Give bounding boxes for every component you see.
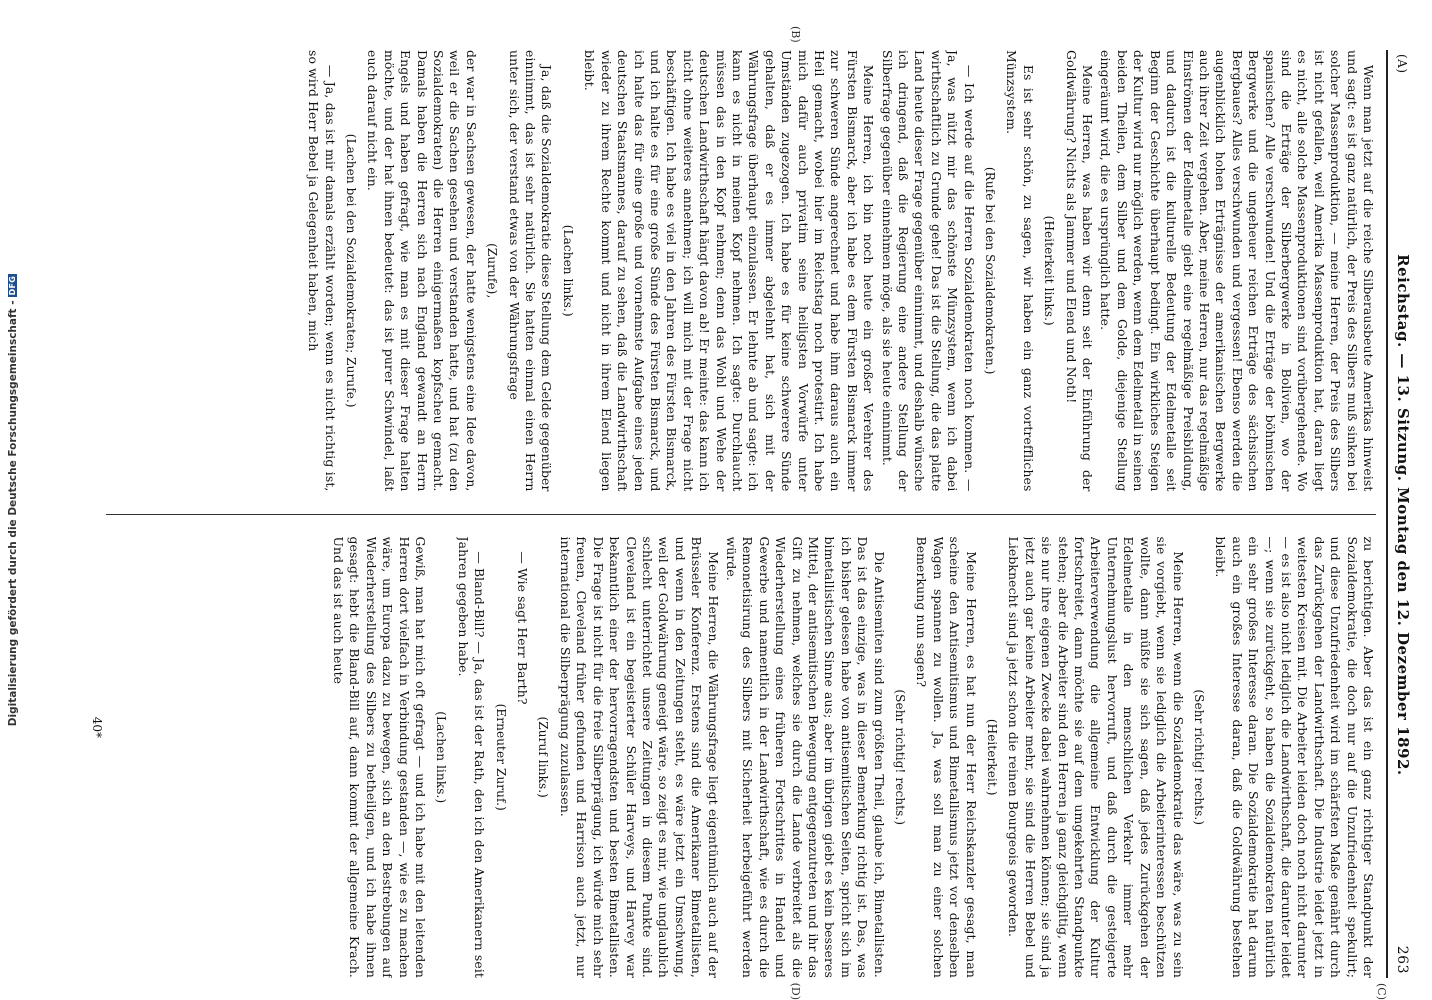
scanned-page (84, 26, 1422, 1000)
parliamentary-note: (Rufe bei den Sozialdemokraten.) (983, 166, 998, 375)
parliamentary-note: (Zurufe), (485, 243, 500, 299)
page-number: 263 (1394, 945, 1410, 974)
paragraph: der war in Sachsen gewesen, der hatte wenigstens eine Idee davon, weil er die Sachen gesehen und verstanden hatte, und hat (zu den Sozialdemokraten) die Herren einigermaßen kopfscheu gemacht. Damals haben die Herren sich nach England gewandt an Herrn Engels und haben gefragt, wie man es mit dieser Frage halten möchte, und der hat ihnen bedeutet: das ist purer Schwindel, laßt euch darauf nicht ein. (365, 50, 479, 492)
parliamentary-note: (Sehr richtig! rechts.) (893, 689, 908, 826)
margin-marker-d: (D) (789, 982, 802, 1000)
margin-marker-b: (B) (789, 26, 802, 43)
paragraph: Ja, daß die Sozialdemokratie diese Stellung dem Gelde gegenüber einnimmt, das ist sehr natürlich. Sie hatten einmal einen Herrn unter sich, der verstand etwas von der Währungsfrage (506, 50, 555, 492)
paragraph: Gewiß, man hat mich oft gefragt — und ich habe mit den leitenden Herren dort vielfach in Verbindung gestanden —, wie es zu machen wäre, um Europa dazu zu bewegen, sich an den Bestrebungen auf Wiederherstellung des Silbers zu betheiligen, und ich habe ihnen gesagt: hebt die Bland-Bill auf, dann kommt der allgemeine Krach. Und das ist auch heute (331, 536, 429, 978)
paragraph: — Ja, das ist mir damals erzählt worden; wenn es nicht richtig ist, so wird Herr Bebel ja Gelegenheit haben, mich (306, 50, 338, 492)
paragraph: Meine Herren, es hat nun der Herr Reichskanzler gesagt, man scheine den Antisemitismus und Bimetallismus jetzt vor denselben Wagen spannen zu wollen. Ja, was soll man zu einer solchen Bemerkung nun sagen? (914, 536, 979, 978)
column-divider (106, 514, 1376, 515)
paragraph: — Ich werde auf die Herren Sozialdemokraten noch kommen. — Ja, was nützt mir das schönste Münzsystem, wenn ich dabei wirthschaftlich zu Grunde gehe! Das ist die Stellung, die das platte Land heute dieser Frage gegenüber einnimmt, und deshalb wünsche ich dringend, daß die Regierung eine andere Stellung der Silberfrage gegenüber einnehmen möge, als sie heute einnimmt. (879, 50, 977, 492)
paragraph: Meine Herren, wenn die Sozialdemokratie das wäre, was zu sein sie vorgiebt, wenn sie lediglich die Arbeiterinteressen beschützen wollte, dann müßte sie sich sagen, daß jedes Zurückgehen der Edelmetalle in den menschlichen Verkehr immer mehr Unternehmungslust hervorruft, und daß durch die gesteigerte Arbeiterverwendung die allgemeine Entwicklung der Kultur fortschreitet, dann möchte sie auf dem umgekehrten Standpunkte stehen; aber die Arbeiter sind den Herren ja ganz gleichgiltig, wenn sie nur ihre eigenen Zwecke dabei wahrnehmen können; sie sind ja jetzt auch gar keine Arbeiter mehr, sie sind die Herren Bebel und Liebknecht sind ja jetzt schon die reinen Bourgeois geworden. (1006, 536, 1186, 978)
rotated-page-content (90, 26, 1412, 1000)
column-right (106, 537, 1376, 979)
margin-marker-a: (A) (1395, 54, 1409, 74)
parliamentary-note: (Heiterkeit links.) (1042, 215, 1057, 326)
paragraph: — Wie sagt Herr Barth? (515, 551, 531, 705)
paragraph: Die Antisemiten sind zum größten Theil, glaube ich, Bimetallisten. Das ist das einzige, was in dieser Bemerkung richtig ist. Das, was ich bisher gelesen habe von antisemitischen Seiten, spricht sich im bimetallistischen Sinne aus; aber im übrigen giebt es kein besseres Mittel, der antisemitischen Bewegung entgegenzutreten und ihr das Gift zu nehmen, welches sie durch die Lande verbreitet als die Wiederherstellung eines früheren Fortschrittes in Handel und Gewerbe und namentlich in der Landwirthschaft, wie es durch die Remonetisirung des Silbers mit Sicherheit herbeigeführt werden würde. (723, 536, 887, 978)
text-columns (106, 50, 1386, 978)
page-header (1386, 50, 1412, 978)
parliamentary-note: (Zuruf links.) (536, 716, 551, 798)
paragraph: Meine Herren, was haben wir denn seit der Einführung der Goldwährung? Nichts als Jammer und Elend und Noth! (1063, 50, 1096, 492)
credit-text: Digitalisierung gefördert durch die Deutsche Forschungsgemeinschaft - (7, 300, 19, 727)
margin-marker-c: (C) (1375, 983, 1388, 1000)
column-left (106, 50, 1376, 492)
paragraph: zu berichtigen. Aber das ist ein ganz richtiger Standpunkt der Sozialdemokratie, die doch nur auf die Unzufriedenheit spekulirt; und diese Unzufriedenheit wird im schärfsten Maße genährt durch das Zurückgehen der Landwirthschaft. Die Industrie leidet jetzt in weitesten Kreisen mit. Die Arbeiter leiden doch noch nicht darunter — es ist also nicht lediglich die Landwirthschaft, die darunter leidet —; wenn sie zurückgeht, so haben die Sozialdemokraten natürlich ein sehr großes Interesse daran. Die Sozialdemokratie hat darum auch ein großes Interesse daran, daß die Goldwährung bestehen bleibt. (1213, 536, 1376, 978)
dfg-logo: DFG (8, 275, 17, 296)
paragraph: — Bland-Bill? — Ja, das ist der Rath, den ich den Amerikanern seit Jahren gegeben habe. (455, 536, 488, 978)
parliamentary-note: (Lachen links.) (560, 224, 575, 317)
parliamentary-note: (Heiterkeit.) (985, 718, 1000, 796)
parliamentary-note: (Lachen bei den Sozialdemokraten; Zurufe.) (344, 133, 359, 408)
paragraph: Meine Herren, ich bin noch heute ein großer Verehrer des Fürsten Bismarck, aber ich habe es dem Fürsten Bismarck immer zur schweren Sünde angerechnet und habe ihm daraus auch ein Heil gemacht, wobei hier im Reichstag noch protestirt. Ich habe mich dafür auch privatim seine heiligsten Vorwürfe unter Umständen zugezogen. Ich habe es für keine schwerere Sünde gehalten, daß er es immer abgelehnt hat, sich mit der Währungsfrage überhaupt einzulassen. Er lehnte ab und sagte: ich kann es nicht in meinen Kopf nehmen. Ich sagte: Durchlaucht müssen das in den Kopf nehmen; denn das Wohl und Wehe der deutschen Landwirthschaft hängt davon ab! Er meinte: das kann ich nicht ohne weiteres annehmen; ich will mich mit der Frage nicht beschäftigen. Ich habe es viel in den Jahren des Fürsten Bismarck, und ich halte es für eine große Sünde des Fürsten Bismarck, und ich halte das für eine große und vornehmste Aufgabe eines jeden deutschen Staatsmannes, darauf zu sehen, daß die Landwirthschaft wieder zu ihrem Rechte kommt und nicht in ihrem Elend liegen bleibt. (582, 50, 877, 492)
paragraph: Es ist sehr schön, zu sagen, wir haben ein ganz vortreffliches Münzsystem. (1004, 50, 1036, 492)
sheet-signature: 40* (90, 716, 104, 738)
parliamentary-note: (Erneuter Zuruf.) (493, 703, 508, 811)
parliamentary-note: (Lachen links.) (434, 711, 449, 804)
paragraph: Wenn man jetzt auf die reiche Silberausbeute Amerikas hinweist und sagt: es ist ganz natürlich, der Preis des Silbers muß sinken bei solcher Massenproduktion, — meine Herren, der Preis des Silbers ist nicht gefallen, weil Amerika Massenproduktion hat, daran liegt es nicht, alle solche Massenproduktionen sind vorübergehende. Wo sind die Erträge der Silberbergwerke in Bolivien, wo der spanischen? Alle verschwunden! Und die Erträge der böhmischen Bergwerke und die ungeheuer reichen Erträge des sächsischen Bergbaues? Alles verschwunden und vergessen! Ebenso werden die augenblicklich hohen Erträgnisse der amerikanischen Bergwerke auch ihrer Zeit vergehen. Aber, meine Herren, nur das regelmäßige Einströmen der Edelmetalle giebt eine regelmäßige Preisbildung, und dadurch ist die kulturelle Bedeutung der Edelmetalle seit Beginn der Geschichte überhaupt bedingt. Ein wirkliches Steigen der Kultur wird nur möglich werden, wenn dem Edelmetall in seinen beiden Theilen, dem Silber und dem Golde, diejenige Stellung eingeräumt wird, die es ursprünglich hatte. (1098, 50, 1376, 492)
digitization-credit (7, 0, 19, 1000)
parliamentary-note: (Sehr richtig! rechts.) (1191, 689, 1206, 826)
page-title: Reichstag. — 13. Sitzung. Montag den 12. Dezember 1892. (1394, 254, 1412, 776)
digitization-credit-strip (0, 0, 26, 1000)
paragraph: Meine Herren, die Währungsfrage liegt eigentümlich auch auf der Brüsseler Konferenz. Erstens sind die Amerikaner Bimetallisten, und wenn in den Zeitungen steht, es wäre jetzt ein Umschwung, weil der Goldwährung geneigt wäre, so zeigt es mir, wie unglaublich schlecht unterrichtet unsere Zeitungen in diesem Punkte sind. Cleveland ist ein begeisterter Schüler Harveys, und Harvey war bekanntlich einer der hervorragendsten und besten Bimetallisten. Die Frage ist nicht für die freie Silberprägung, ich würde mich sehr freuen, Cleveland früher gefunden und Harrison auch jetzt, nur international die Silberprägung zuzulassen. (557, 536, 721, 978)
